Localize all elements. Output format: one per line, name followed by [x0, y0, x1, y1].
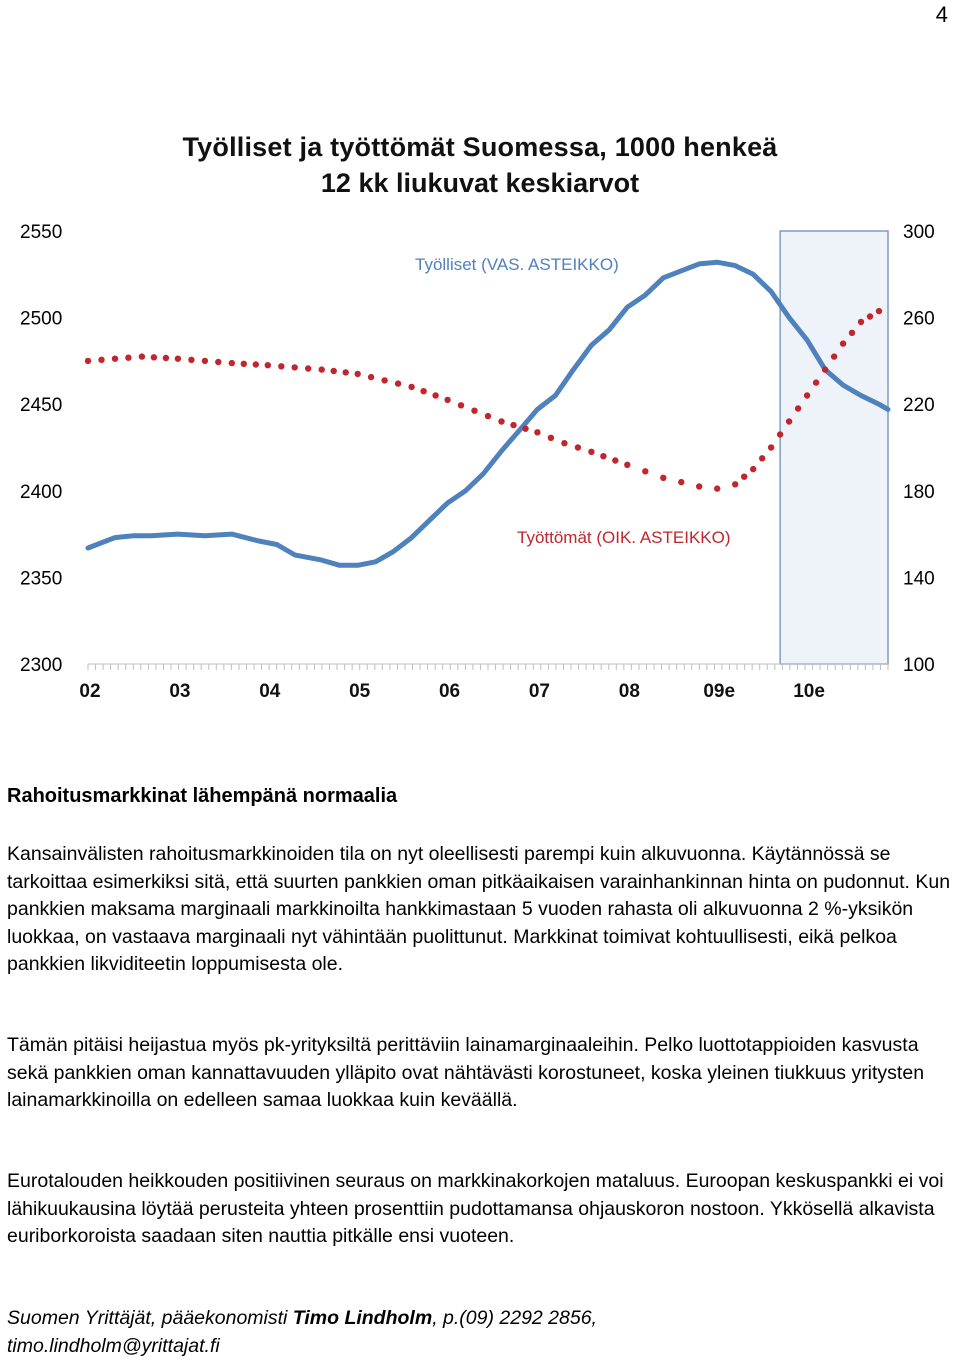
- signature-org: Suomen Yrittäjät, pääekonomisti: [7, 1307, 293, 1329]
- series-point-unemployed: [750, 466, 756, 472]
- x-tick-label: 04: [259, 681, 281, 702]
- x-tick-label: 05: [349, 681, 371, 702]
- series-point-unemployed: [432, 392, 438, 398]
- series-point-unemployed: [612, 457, 618, 463]
- y-left-tick-label: 2300: [20, 655, 63, 676]
- y-left-tick-label: 2500: [20, 308, 63, 330]
- series-point-unemployed: [319, 366, 325, 372]
- series-point-unemployed: [253, 361, 259, 367]
- series-point-unemployed: [292, 364, 298, 370]
- x-tick-label: 09e: [703, 681, 736, 702]
- series-point-unemployed: [768, 444, 774, 450]
- series-point-unemployed: [786, 418, 792, 424]
- series-point-unemployed: [548, 435, 554, 441]
- y-right-tick-label: 300: [903, 222, 935, 243]
- series-point-unemployed: [624, 462, 630, 468]
- series-point-unemployed: [732, 481, 738, 487]
- series-point-unemployed: [522, 426, 528, 432]
- series-point-unemployed: [575, 444, 581, 450]
- signature-email[interactable]: timo.lindholm@yrittajat.fi: [7, 1335, 220, 1357]
- series-point-unemployed: [420, 388, 426, 394]
- series-point-unemployed: [151, 354, 157, 360]
- series-point-unemployed: [408, 384, 414, 390]
- series-point-unemployed: [85, 358, 91, 364]
- y-right-tick-label: 140: [903, 568, 935, 590]
- series-point-unemployed: [241, 361, 247, 367]
- y-right-tick-label: 100: [903, 655, 935, 676]
- series-point-unemployed: [381, 377, 387, 383]
- page-number: 4: [935, 2, 948, 27]
- employment-chart: [0, 200, 960, 720]
- series-point-unemployed: [642, 468, 648, 474]
- chart-subtitle: 12 kk liukuvat keskiarvot: [320, 168, 640, 198]
- x-tick-label: 03: [169, 681, 191, 702]
- series-point-unemployed: [777, 431, 783, 437]
- series-point-unemployed: [840, 340, 846, 346]
- series-point-unemployed: [343, 369, 349, 375]
- series-point-unemployed: [795, 405, 801, 411]
- y-left-tick-label: 2450: [20, 395, 63, 417]
- series-point-unemployed: [804, 392, 810, 398]
- series-point-unemployed: [831, 353, 837, 359]
- series-point-unemployed: [678, 479, 684, 485]
- series-point-unemployed: [188, 357, 194, 363]
- series-point-unemployed: [561, 440, 567, 446]
- series-point-unemployed: [588, 449, 594, 455]
- series-point-unemployed: [331, 368, 337, 374]
- series-point-unemployed: [305, 365, 311, 371]
- paragraph: Eurotalouden heikkouden positiivinen seuraus on markkinakorkojen mataluus. Euroopan keskuspankki ei voi lähikuukausina löytää perusteita yhteen prosenttiin pudottamansa ohjauskoron nostoon. Ykkösellä alkavista euriborkoroista saadaan siten nauttia pitkälle ensi vuoteen.: [7, 1170, 944, 1247]
- series-point-unemployed: [444, 397, 450, 403]
- series-point-unemployed: [485, 413, 491, 419]
- series-point-unemployed: [368, 374, 374, 380]
- y-left-tick-label: 2400: [20, 481, 63, 503]
- series-point-unemployed: [498, 418, 504, 424]
- series-point-unemployed: [202, 358, 208, 364]
- series-label-employed: Työlliset (VAS. ASTEIKKO): [415, 255, 619, 274]
- series-point-unemployed: [175, 356, 181, 362]
- chart-title: Työlliset ja työttömät Suomessa, 1000 henkeä: [182, 132, 778, 162]
- series-point-unemployed: [163, 355, 169, 361]
- forecast-shading: [780, 231, 888, 664]
- series-point-unemployed: [822, 366, 828, 372]
- y-right-tick-label: 220: [903, 395, 935, 417]
- series-point-unemployed: [867, 313, 873, 319]
- paragraph: Tämän pitäisi heijastua myös pk-yrityksiltä perittäviin lainamarginaaleihin. Pelko luottotappioiden kasvusta sekä pankkien oman kannattavuuden ylläpito ovat nähtävästi korostuneet, koska yleinen tiukkuus yritysten lainamarkkinoilla on edelleen samaa luokkaa kuin keväällä.: [7, 1034, 925, 1111]
- series-point-unemployed: [813, 379, 819, 385]
- series-point-unemployed: [265, 362, 271, 368]
- series-point-unemployed: [229, 360, 235, 366]
- y-left-tick-label: 2350: [20, 568, 63, 590]
- series-point-unemployed: [139, 353, 145, 359]
- series-label-unemployed: Työttömät (OIK. ASTEIKKO): [517, 528, 731, 547]
- signature-phone: , p.(09) 2292 2856,: [432, 1307, 597, 1329]
- series-point-unemployed: [98, 357, 104, 363]
- series-point-unemployed: [696, 483, 702, 489]
- series-point-unemployed: [741, 474, 747, 480]
- series-point-unemployed: [458, 402, 464, 408]
- paragraph: Kansainvälisten rahoitusmarkkinoiden tila on nyt oleellisesti parempi kuin alkuvuonna. Käytännössä se tarkoittaa esimerkiksi sitä, että suurten pankkien oman pitkäaikaisen varainhankinnan hinta on pudonnut. Kun pankkien maksama marginaali markkinoilta hankkimastaan 5 vuoden rahasta oli alkuvuonna 2 %-yksikön luokkaa, on vastaava marginaali nyt vähintään puolittunut. Markkinat toimivat kohtuullisesti, eikä pelkoa pankkien likviditeetin loppumisesta ole.: [7, 843, 951, 975]
- signature: [7, 1304, 597, 1360]
- y-left-tick-label: 2550: [20, 222, 63, 243]
- x-tick-label: 08: [618, 681, 640, 702]
- x-tick-label: 10e: [793, 681, 825, 702]
- series-point-unemployed: [395, 380, 401, 386]
- series-point-unemployed: [355, 371, 361, 377]
- series-point-unemployed: [112, 356, 118, 362]
- series-point-unemployed: [125, 355, 131, 361]
- series-point-unemployed: [471, 408, 477, 414]
- series-point-unemployed: [759, 455, 765, 461]
- x-tick-label: 02: [79, 681, 101, 702]
- x-tick-label: 06: [438, 681, 461, 702]
- series-point-unemployed: [215, 359, 221, 365]
- series-point-unemployed: [858, 319, 864, 325]
- series-point-unemployed: [534, 429, 540, 435]
- y-right-tick-label: 260: [903, 308, 935, 330]
- series-point-unemployed: [278, 363, 284, 369]
- series-point-unemployed: [600, 453, 606, 459]
- series-point-unemployed: [660, 475, 666, 481]
- x-tick-label: 07: [528, 681, 551, 702]
- series-point-unemployed: [714, 485, 720, 491]
- section-heading: Rahoitusmarkkinat lähempänä normaalia: [7, 785, 398, 807]
- series-point-unemployed: [510, 422, 516, 428]
- series-point-unemployed: [876, 308, 882, 314]
- y-right-tick-label: 180: [903, 481, 935, 503]
- series-point-unemployed: [849, 330, 855, 336]
- signature-name: Timo Lindholm: [292, 1307, 433, 1329]
